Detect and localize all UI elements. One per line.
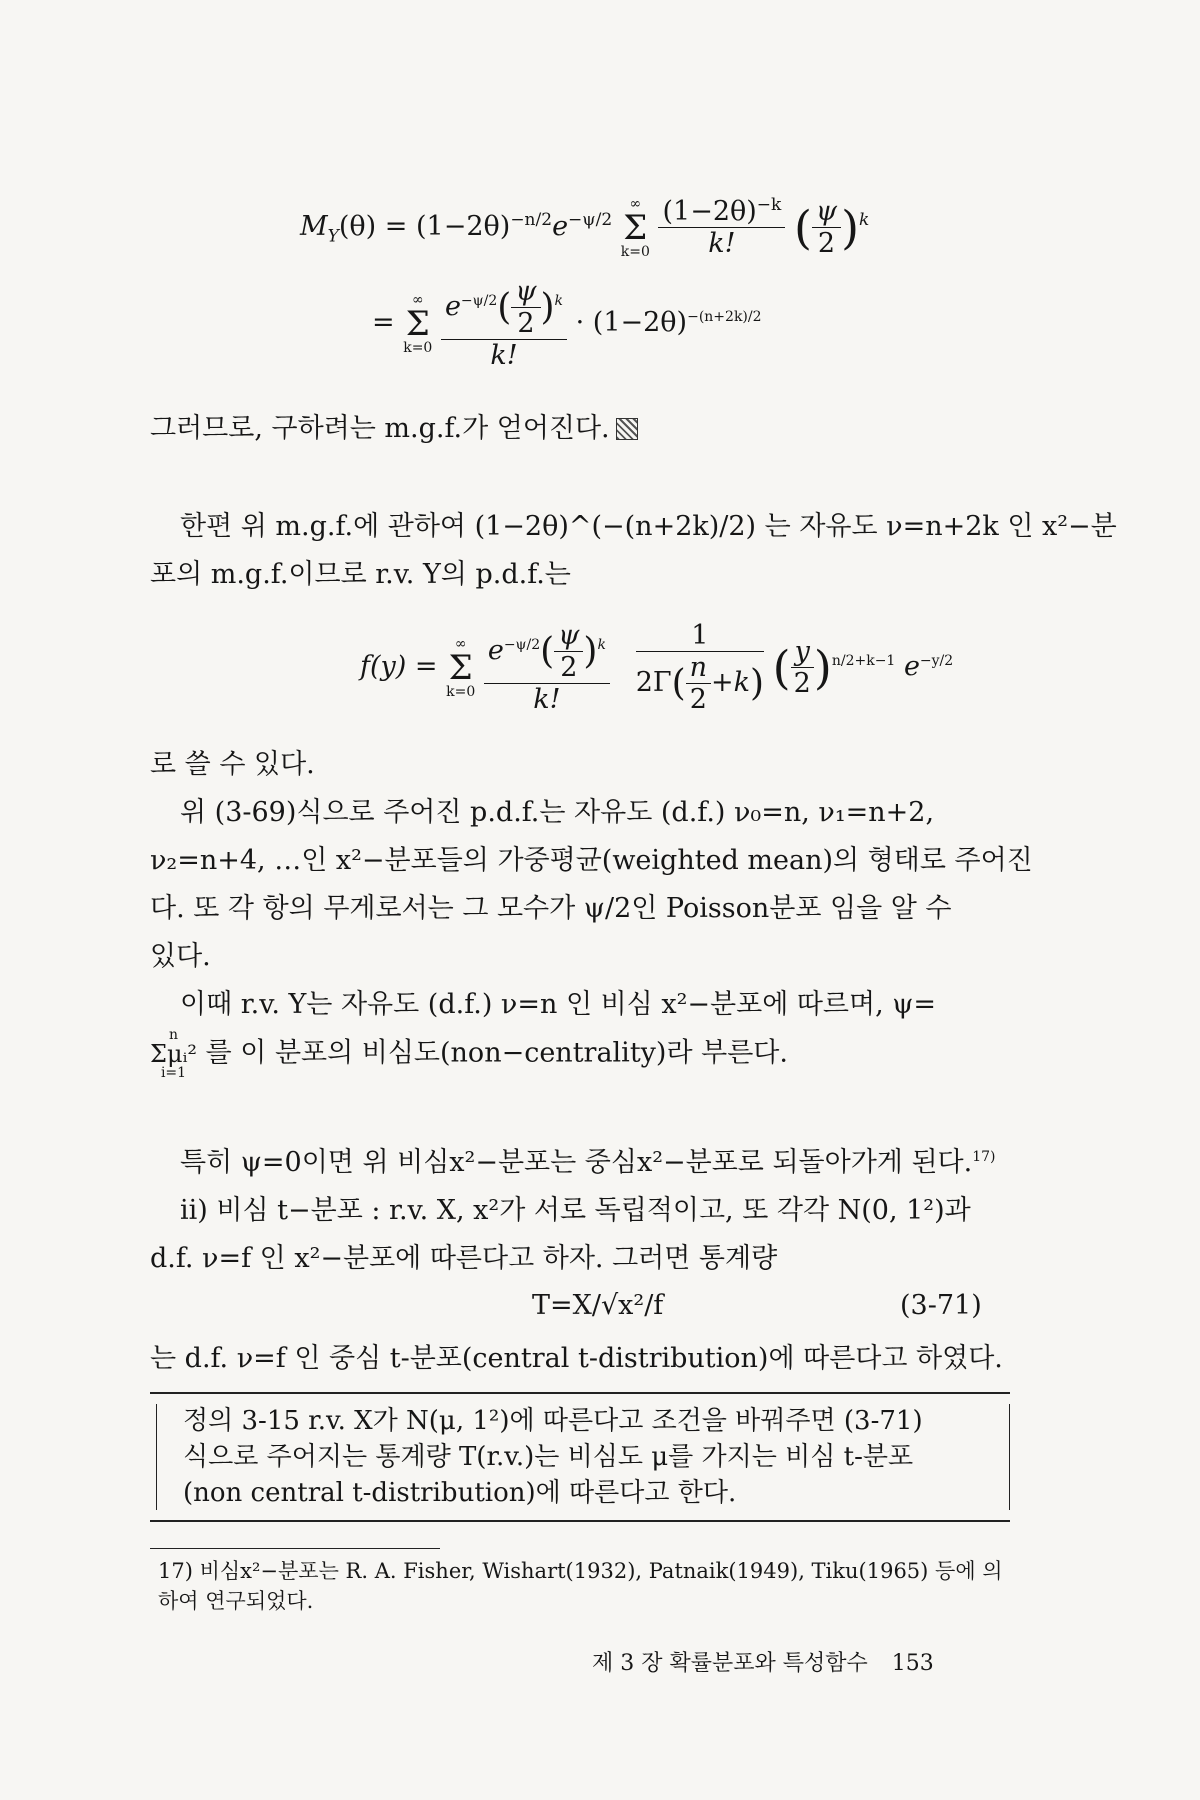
frac-numerator: 1 — [636, 620, 764, 652]
sum-upper: ∞ — [454, 635, 467, 652]
right-paren: ) — [813, 640, 832, 695]
paragraph-line: ν₂=n+4, …인 x²−분포들의 가중평균(weighted mean)의 형태로 주어진 — [150, 845, 1033, 876]
paragraph-line: 이때 r.v. Y는 자유도 (d.f.) ν=n 인 비심 x²−분포에 따르며, ψ= — [180, 989, 937, 1020]
eq-exponent: −ψ/2 — [460, 293, 498, 309]
eq-text: f(y) = — [360, 651, 438, 682]
eq-exponent: k — [859, 210, 870, 230]
frac-denominator: k! — [533, 684, 561, 715]
sigma: Σ — [405, 303, 430, 344]
sum-upper: ∞ — [411, 291, 424, 308]
right-paren: ) — [841, 200, 860, 255]
fraction — [658, 196, 785, 259]
sum-lower: i=1 — [160, 1065, 187, 1081]
eq-exponent: −ψ/2 — [503, 637, 541, 653]
eq-text: = — [372, 307, 395, 338]
page-footer — [592, 1646, 934, 1677]
definition-line: 정의 3-15 r.v. X가 N(μ, 1²)에 따른다고 조건을 바꿔주면 (3-71) — [183, 1406, 923, 1436]
eq-exponent: n/2+k−1 — [831, 653, 896, 669]
equation-label: (3-71) — [900, 1290, 982, 1321]
paragraph-line: 한편 위 m.g.f.에 관하여 (1−2θ)^(−(n+2k)/2) 는 자유도 ν=n+2k 인 x²−분 — [180, 511, 1117, 542]
equation-T: T=X/√x²/f — [532, 1290, 664, 1321]
sum-upper: n — [168, 1027, 179, 1043]
definition-line: 식으로 주어지는 통계량 T(r.v.)는 비심도 μ를 가지는 비심 t-분포 — [183, 1442, 914, 1472]
definition-box — [150, 1392, 1010, 1522]
qed-icon — [616, 418, 638, 440]
frac-denominator: 2 — [517, 308, 535, 339]
paragraph-line: ii) 비심 t−분포 : r.v. X, x²가 서로 독립적이고, 또 각각 N(0, 1²)과 — [180, 1195, 971, 1226]
paragraph-line — [150, 1028, 788, 1080]
eq-exponent: −k — [756, 195, 782, 215]
sum-sign — [150, 1028, 197, 1080]
text: 를 이 분포의 비심도(non−centrality)라 부른다. — [205, 1037, 788, 1069]
paragraph-line — [150, 410, 638, 448]
fraction: 1 2Γ( $\frac{n}{2}$ +k) — [635, 620, 765, 715]
frac-numerator: ψ — [815, 196, 838, 227]
eq-text: +k — [711, 667, 751, 698]
frac-denominator: 2 — [689, 684, 707, 715]
text: 특히 ψ=0이면 위 비심x²−분포는 중심x²−분포로 되돌아가게 된다. — [180, 1147, 973, 1178]
frac-numerator: ψ — [558, 620, 580, 651]
eq-symbol: M — [300, 211, 328, 242]
eq-exponent: −n/2 — [510, 210, 553, 230]
eq-exponent: −y/2 — [919, 653, 954, 669]
sum-sign — [621, 197, 650, 259]
equation-pdf — [360, 620, 953, 715]
paragraph-line: 다. 또 각 항의 무게로서는 그 모수가 ψ/2인 Poisson분포 임을 알 수 — [150, 893, 952, 924]
paragraph-line: d.f. ν=f 인 x²−분포에 따른다고 하자. 그러면 통계량 — [150, 1243, 778, 1274]
definition-line: (non central t-distribution)에 따른다고 한다. — [183, 1478, 737, 1508]
footnote-divider — [150, 1548, 440, 1549]
paragraph-line: 위 (3-69)식으로 주어진 p.d.f.는 자유도 (d.f.) ν₀=n, ν₁=n+2, — [180, 797, 935, 828]
eq-symbol: e — [444, 291, 461, 322]
frac-denominator: 2 — [793, 668, 811, 699]
sigma: Σμᵢ² — [150, 1040, 198, 1068]
frac-numerator: ψ — [515, 276, 537, 307]
frac-numerator: y — [794, 636, 810, 667]
footnote-marker: 17) — [972, 1149, 996, 1165]
eq-text: (θ) = (1−2θ) — [338, 211, 511, 242]
frac-denominator: 2 — [817, 228, 836, 259]
eq-subscript: Y — [327, 226, 339, 247]
definition-inner — [156, 1404, 1010, 1510]
frac-denominator: k! — [490, 340, 518, 371]
eq-text: · (1−2θ) — [575, 307, 688, 338]
equation-mgf-line2 — [372, 276, 762, 371]
sum-sign — [446, 637, 475, 699]
sum-lower: k=0 — [403, 339, 433, 356]
chapter-title: 제 3 장 확률분포와 특성함수 — [592, 1651, 868, 1676]
frac-numerator: n — [689, 652, 708, 683]
paragraph-line: 는 d.f. ν=f 인 중심 t-분포(central t-distribution)에 따른다고 하였다. — [150, 1343, 1003, 1374]
frac-denominator: 2 — [560, 652, 578, 683]
eq-symbol: e — [903, 651, 920, 682]
text: 그러므로, 구하려는 m.g.f.가 얻어진다. — [150, 413, 610, 444]
fraction: $e^{-\psi/2}$( $\frac{\psi}{2}$ )$^k$ k! — [441, 276, 567, 371]
footnote-line: 하여 연구되었다. — [158, 1589, 314, 1613]
sum-lower: k=0 — [446, 683, 476, 700]
eq-exponent: k — [597, 637, 606, 653]
paragraph-line: 포의 m.g.f.이므로 r.v. Y의 p.d.f.는 — [150, 559, 571, 590]
frac-denominator: k! — [708, 228, 736, 259]
paragraph-line: 로 쓸 수 있다. — [150, 749, 315, 780]
page-number: 153 — [891, 1651, 934, 1676]
eq-text: 2Γ — [635, 667, 672, 698]
eq-symbol: e — [487, 635, 504, 666]
paragraph-line: 있다. — [150, 941, 211, 972]
sigma: Σ — [448, 647, 473, 688]
fraction — [812, 196, 841, 259]
paragraph-line — [180, 1144, 995, 1182]
sum-upper: ∞ — [629, 195, 642, 212]
eq-exponent: −ψ/2 — [568, 210, 613, 230]
fraction: $e^{-\psi/2}$( $\frac{\psi}{2}$ )$^k$ k! — [484, 620, 610, 715]
eq-exponent: k — [554, 293, 564, 309]
sigma: Σ — [623, 207, 648, 248]
sum-lower: k=0 — [620, 243, 650, 260]
eq-symbol: e — [552, 211, 569, 242]
equation-mgf-line1 — [300, 196, 869, 259]
left-paren: ( — [772, 640, 791, 695]
fraction — [791, 636, 814, 699]
footnote-line: 17) 비심x²−분포는 R. A. Fisher, Wishart(1932), Patnaik(1949), Tiku(1965) 등에 의 — [158, 1559, 1003, 1583]
frac-numerator: (1−2θ) — [662, 196, 757, 227]
sum-sign — [403, 293, 432, 355]
left-paren: ( — [793, 200, 812, 255]
eq-exponent: −(n+2k)/2 — [687, 309, 762, 325]
